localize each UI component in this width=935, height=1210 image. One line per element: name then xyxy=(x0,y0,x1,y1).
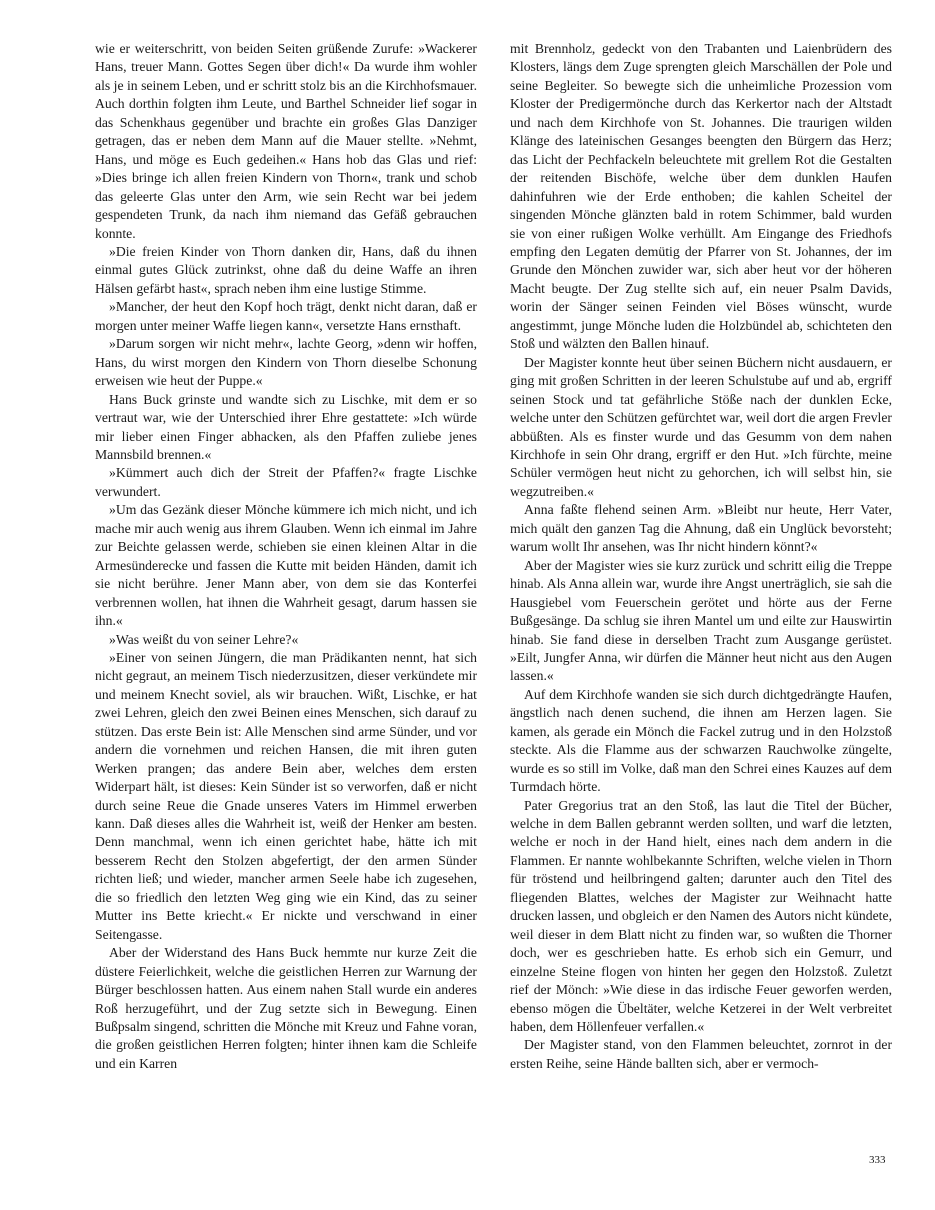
paragraph: mit Brennholz, gedeckt von den Trabanten und Laienbrüdern des Klosters, längs dem Zuge sprengten gleich Marschällen der Pole und seine Begleiter. So bewegte sich die unheimliche Prozession vom Kloster der Predigermönche durch das Kerkertor nach der Altstadt und nach dem Kirchhofe von St. Johannes. Die traurigen wilden Klänge des lateinischen Gesanges beengten den Bürgern das Herz; das Licht der Pechfackeln beleuchtete mit grellem Rot die Gestalten der reitenden Bischöfe, welche über dem dunklen Haufen dahinfuhren wie der Erde enthoben; die kahlen Scheitel der singenden Mönche glänzten bald in rotem Schimmer, bald wurden sie von einer rußigen Wolke verhüllt. Am Eingange des Friedhofs empfing den Legaten demütig der Pfarrer von St. Johannes, der im Grunde den Mönchen zuwider war, sich aber heut vor der höheren Macht beugte. Der Zug stellte sich auf, ein neuer Psalm Davids, worin der Sänger seinen Feinden viel Böses wünscht, wurde angestimmt, junge Mönche luden die Holzbündel ab, schichteten den Stoß und wälzten den Ballen hinauf. xyxy=(510,41,892,352)
right-column xyxy=(510,40,892,1073)
page-number: 333 xyxy=(869,1154,886,1166)
paragraph: »Einer von seinen Jüngern, die man Prädikanten nennt, hat sich nicht gegraut, an meinem Tisch niederzusitzen, dieser verkündete mir und meinem Knecht soviel, als wir brauchen. Wißt, Lischke, er hat zwei Lehren, gleich den zwei Beinen eines Menschen, sich darauf zu stützen. Das erste Bein ist: Alle Menschen sind arme Sünder, und vor andern die vornehmen und reichen Hansen, die mit ihren guten Werken prangen; das andere Bein aber, welches dem ersten Widerpart hält, ist dieses: Kein Sünder ist so verworfen, daß er nicht durch seine Reue die Gnade unseres Vaters im Himmel erwerben kann. Daß dieses alles die Wahrheit ist, weiß der Henker am besten. Denn manchmal, wenn ich einen gerichtet habe, hätte ich mit besserem Recht den Stolzen abgefertigt, der den armen Sünder richten ließ; und wieder, mancher armen Seele habe ich zugesehen, die so friedlich den letzten Weg ging wie ein Kind, das zu seiner Mutter ins Bette kriecht.« Er nickte und verschwand in einer Seitengasse. xyxy=(95,649,477,942)
paragraph: »Um das Gezänk dieser Mönche kümmere ich mich nicht, und ich mache mir auch wenig aus ihrem Glauben. Wenn ich einmal im Jahre zur Beichte gelassen werde, schieben sie einen kleinen Altar in die Armesünderecke und fassen die Kutte mit beiden Händen, damit ich sie nicht berühre. Jener Mann aber, von dem sie das Konterfei verbrennen wollen, hat ihnen die Wahrheit gesagt, darum hassen sie ihn.« xyxy=(95,502,477,629)
paragraph: »Kümmert auch dich der Streit der Pfaffen?« fragte Lischke verwundert. xyxy=(95,465,477,499)
paragraph: wie er weiterschritt, von beiden Seiten grüßende Zurufe: »Wackerer Hans, treuer Mann. Gottes Segen über dich!« Da wurde ihm wohler als je in seinem Leben, und er schritt stolz bis an die Kirchhofsmauer. Auch dorthin folgten ihm Leute, und Barthel Schneider lief sogar in das Schenkhaus gegenüber und brachte ein großes Glas Danziger getragen, das er neben dem Mann auf die Mauer stellte. »Nehmt, Hans, und möge es Euch gedeihen.« Hans hob das Glas und rief: »Dies bringe ich allen freien Kindern von Thorn«, trank und schob das geleerte Glas unter den Arm, wie sein Recht war bei jedem gespendeten Trunk, da nach ihm niemand das Gefäß gebrauchen konnte. xyxy=(95,41,477,241)
paragraph: Hans Buck grinste und wandte sich zu Lischke, mit dem er so vertraut war, wie der Unterschied ihrer Ehre gestattete: »Ich würde mir lieber einen Finger abhacken, als den Pfaffen zuliebe jenes Mannsbild brennen.« xyxy=(95,391,477,462)
paragraph: »Mancher, der heut den Kopf hoch trägt, denkt nicht daran, daß er morgen unter meiner Waffe liegen kann«, versetzte Hans ernsthaft. xyxy=(95,299,477,333)
paragraph: Aber der Widerstand des Hans Buck hemmte nur kurze Zeit die düstere Feierlichkeit, welche die geistlichen Herren zur Warnung der Bürger beschlossen hatten. Aus einem nahen Stall wurde ein anderes Roß herzugeführt, und der Zug setzte sich in Bewegung. Einen Bußpsalm singend, schritten die Mönche mit Kreuz und Fahne voran, die großen geistlichen Herren folgten; hinter ihnen kam die Schleife und ein Karren xyxy=(95,945,477,1071)
paragraph: »Die freien Kinder von Thorn danken dir, Hans, daß du ihnen einmal gutes Glück zutrinkst, ohne daß du deine Waffe an ihren Hälsen gefärbt hast«, sprach neben ihm eine lustige Stimme. xyxy=(95,243,477,296)
paragraph: Auf dem Kirchhofe wanden sie sich durch dichtgedrängte Haufen, ängstlich nach denen suchend, die ihnen am Herzen lagen. Sie kamen, als gerade ein Mönch die Fackel zutrug und in den Holzstoß steckte. Als die Flamme aus der schwarzen Rauchwolke züngelte, wurde es so still im Volke, daß man den Schrei eines Kauzes auf dem Turmdach hörte. xyxy=(510,686,892,795)
paragraph: Aber der Magister wies sie kurz zurück und schritt eilig die Treppe hinab. Als Anna allein war, wurde ihre Angst unerträglich, sie sah die Hausgiebel vom Feuerschein gerötet und hörte aus der Ferne Bußgesänge. Da schlug sie ihren Mantel um und eilte zur Hauswirtin hinab. Sie fand diese in derselben Tracht zum Ausgange gerüstet. »Eilt, Jungfer Anna, wir dürfen die Männer heut nicht aus den Augen lassen.« xyxy=(510,557,892,684)
paragraph: Der Magister konnte heut über seinen Büchern nicht ausdauern, er ging mit großen Schritten in der leeren Schulstube auf und ab, ergriff seinen Stock und tat gefährliche Stöße nach der dunklen Ecke, welche unter den Schützen gefürchtet war, weil dort die argen Frevler abbüßten. Als es finster wurde und das Gesumm von dem nahen Kirchhofe in sein Ohr drang, ergriff er den Hut. »Ich fürchte, meine Schüler vermögen heut nicht zu gehorchen, ich will selbst hin, sie wegzutreiben.« xyxy=(510,354,892,499)
paragraph: »Darum sorgen wir nicht mehr«, lachte Georg, »denn wir hoffen, Hans, du wirst morgen den Kindern von Thorn dieselbe Schonung erweisen wie heut der Puppe.« xyxy=(95,336,477,389)
left-column xyxy=(95,40,477,1073)
paragraph: »Was weißt du von seiner Lehre?« xyxy=(109,631,299,647)
paragraph: Der Magister stand, von den Flammen beleuchtet, zornrot in der ersten Reihe, seine Hände ballten sich, aber er vermoch- xyxy=(510,1037,892,1071)
paragraph: Anna faßte flehend seinen Arm. »Bleibt nur heute, Herr Vater, mich quält den ganzen Tag die Ahnung, daß ein Unglück bevorsteht; warum wollt Ihr ansehen, was Ihr nicht hindern könnt?« xyxy=(510,502,892,555)
paragraph: Pater Gregorius trat an den Stoß, las laut die Titel der Bücher, welche in dem Ballen gebrannt werden sollten, und warf die letzten, welche er noch in der Hand hielt, eines nach dem andern in die Flammen. Er nannte wohlbekannte Schriften, welche vielen in Thorn für tröstend und heilbringend galten; darunter auch den Titel des fliegenden Blattes, welches der Magister zur Weihnacht hatte drucken lassen, und obgleich er den Namen des Autors nicht kündete, weil dieser in dem Blatt nicht zu finden war, so wußten die Thorner doch, wer es geschrieben hatte. Es erhob sich ein Gemurr, und einzelne Steine flogen von hinten her gegen den Holzstoß. Zuletzt rief der Mönch: »Wie diese in das irdische Feuer geworfen werden, ebenso mögen die Übeltäter, welche Ketzerei in der Welt verbreitet haben, dem Höllenfeuer verfallen.« xyxy=(510,797,892,1035)
